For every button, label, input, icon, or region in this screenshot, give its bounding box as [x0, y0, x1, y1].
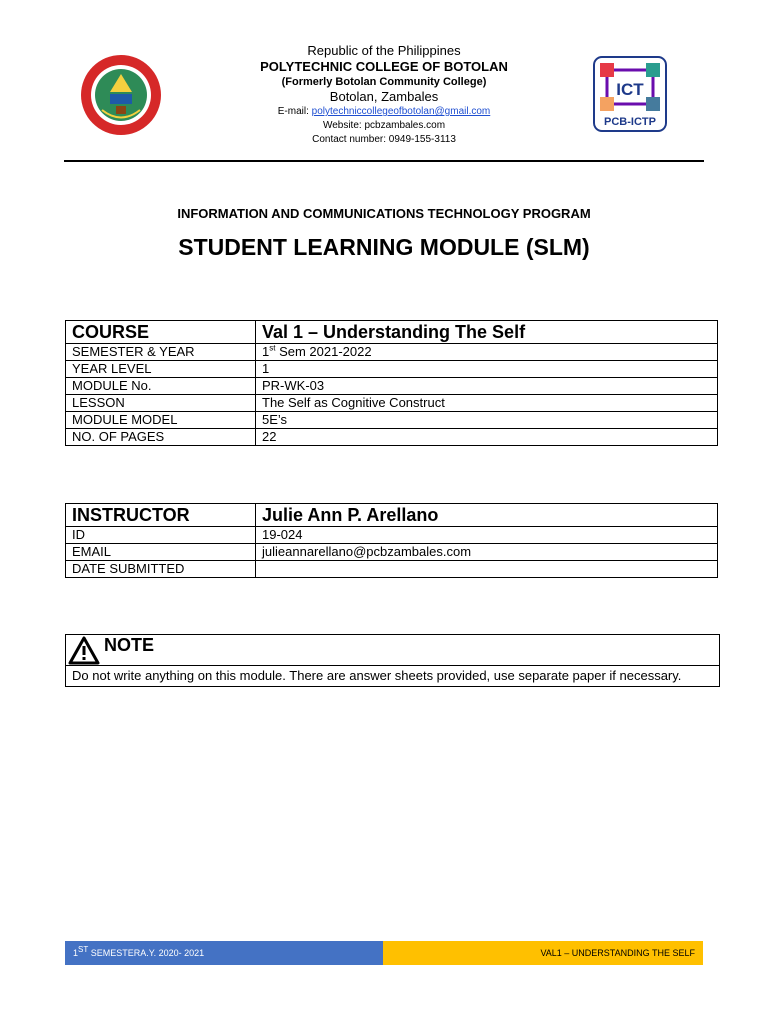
instructor-head-row [66, 504, 718, 527]
row-label: LESSON [66, 395, 256, 412]
table-row [66, 527, 718, 544]
course-table [65, 320, 718, 446]
instructor-value: Julie Ann P. Arellano [256, 504, 718, 527]
logo-caption: PCB-ICTP [604, 116, 656, 128]
document-title: STUDENT LEARNING MODULE (SLM) [178, 234, 590, 260]
note-label: NOTE [104, 635, 155, 655]
table-row [66, 561, 718, 578]
table-row [66, 344, 718, 361]
row-label: MODULE No. [66, 378, 256, 395]
course-value: Val 1 – Understanding The Self [256, 321, 718, 344]
note-text: Do not write anything on this module. There are answer sheets provided, use separate paper if necessary. [72, 668, 682, 683]
row-label: NO. OF PAGES [66, 429, 256, 446]
row-label: MODULE MODEL [66, 412, 256, 429]
pcb-ictp-logo [590, 55, 670, 133]
row-label: EMAIL [66, 544, 256, 561]
footer-semester: 1ST SEMESTERA.Y. 2020- 2021 [65, 941, 383, 965]
email-line [180, 105, 588, 119]
website-line: Website: pcbzambales.com [322, 120, 446, 131]
row-value: julieannarellano@pcbzambales.com [256, 544, 718, 561]
page-footer [65, 941, 703, 965]
row-value: 5E’s [256, 412, 718, 429]
header-divider [64, 160, 704, 162]
table-row [66, 429, 718, 446]
row-value: 1 [256, 361, 718, 378]
row-label: DATE SUBMITTED [66, 561, 256, 578]
row-value: PR-WK-03 [256, 378, 718, 395]
row-value: 22 [256, 429, 718, 446]
note-box [65, 634, 720, 687]
email-label: E-mail: [277, 106, 312, 117]
formerly-line: (Formerly Botolan Community College) [281, 76, 487, 88]
program-title: INFORMATION AND COMMUNICATIONS TECHNOLOGY PROGRAM [177, 206, 591, 221]
table-row [66, 361, 718, 378]
email-link[interactable]: polytechniccollegeofbotolan@gmail.com [311, 106, 491, 117]
warning-icon [68, 636, 100, 665]
row-value [256, 561, 718, 578]
instructor-label: INSTRUCTOR [66, 504, 256, 527]
letterhead [180, 43, 588, 147]
republic-line: Republic of the Philippines [307, 43, 461, 58]
college-seal-logo [80, 50, 162, 140]
footer-course: VAL1 – UNDERSTANDING THE SELF [383, 941, 703, 965]
table-row [66, 395, 718, 412]
row-value: 1st Sem 2021-2022 [256, 344, 718, 361]
instructor-table [65, 503, 718, 578]
table-row [66, 378, 718, 395]
note-header [66, 635, 719, 666]
contact-line: Contact number: 0949-155-3113 [312, 134, 456, 145]
table-row [66, 544, 718, 561]
location-line: Botolan, Zambales [329, 89, 439, 104]
row-label: YEAR LEVEL [66, 361, 256, 378]
row-value: The Self as Cognitive Construct [256, 395, 718, 412]
row-label: ID [66, 527, 256, 544]
table-row [66, 412, 718, 429]
course-label: COURSE [66, 321, 256, 344]
row-label: SEMESTER & YEAR [66, 344, 256, 361]
course-head-row [66, 321, 718, 344]
college-name: POLYTECHNIC COLLEGE OF BOTOLAN [260, 59, 508, 74]
logo-ict-letters: ICT [616, 80, 644, 99]
row-value: 19-024 [256, 527, 718, 544]
